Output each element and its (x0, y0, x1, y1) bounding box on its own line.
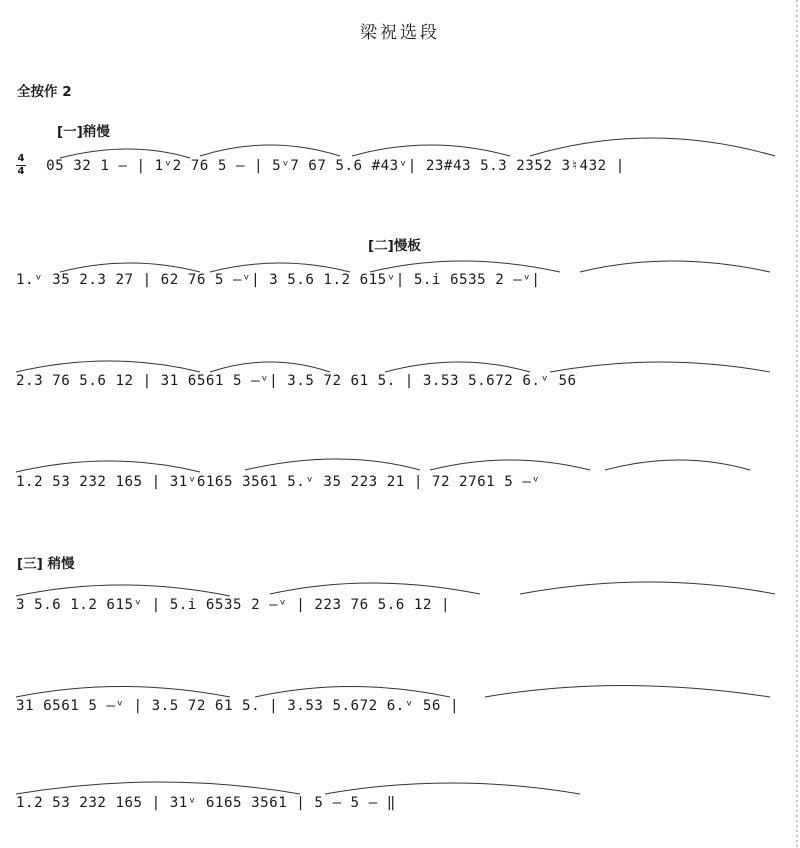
time-signature-bottom: 4 (17, 166, 25, 177)
score-line-4-notes: 1.2 53 232 165 | 31ᵛ6165 3561 5.ᵛ 35 223 21 | 72 2761 5 —ᵛ (16, 474, 541, 490)
score-line-5-notes: 3 5.6 1.2 615ᵛ | 5.i 6535 2 —ᵛ | 223 76 5.6 12 | (16, 597, 450, 613)
score-line-1 (0, 148, 800, 188)
score-line-6-notes: 31 6561 5 —ᵛ | 3.5 72 61 5. | 3.53 5.672 6.ᵛ 56 | (16, 698, 460, 714)
score-line-3 (0, 363, 800, 403)
score-line-3-notes: 2.3 76 5.6 12 | 31 6561 5 —ᵛ| 3.5 72 61 5. | 3.53 5.672 6.ᵛ 56 (16, 373, 577, 389)
score-line-4 (0, 464, 800, 504)
fingering-subtitle: 全按作 2 (17, 84, 72, 100)
score-line-7-notes: 1.2 53 232 165 | 31ᵛ 6165 3561 | 5 — 5 — ‖ (16, 795, 396, 811)
score-line-2 (0, 262, 800, 302)
score-line-6 (0, 688, 800, 728)
score-line-2-notes: 1.ᵛ 35 2.3 27 | 62 76 5 —ᵛ| 3 5.6 1.2 615ᵛ| 5.i 6535 2 —ᵛ| (16, 272, 541, 288)
time-signature-top: 4 (17, 153, 25, 164)
score-line-7 (0, 785, 800, 825)
section-label-3: [三] 稍慢 (17, 556, 75, 572)
page-title: 梁祝选段 (360, 23, 440, 43)
score-line-5 (0, 587, 800, 627)
section-label-1: [一]稍慢 (57, 124, 110, 140)
score-line-1-notes: 05 32 1 — | 1ᵛ2 76 5 — | 5ᵛ7 67 5.6 #43ᵛ| 23#43 5.3 2352 3♮432 | (28, 158, 625, 174)
section-label-2: [二]慢板 (368, 238, 421, 254)
